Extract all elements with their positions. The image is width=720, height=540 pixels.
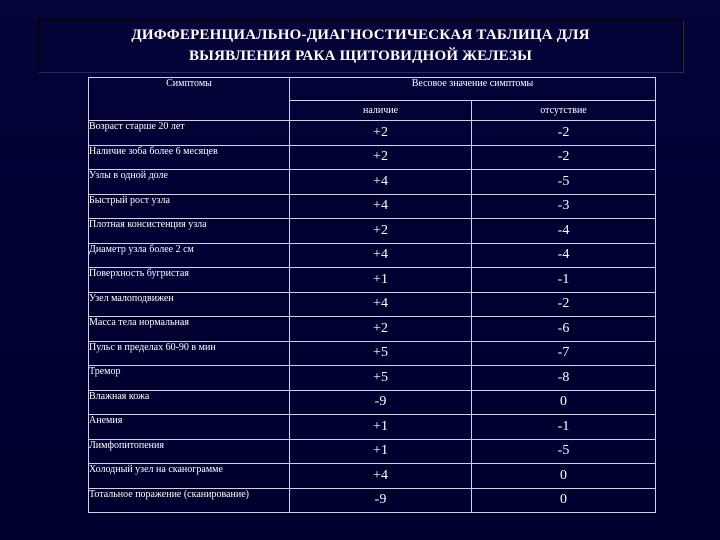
absent-value-cell: -2 [472, 145, 656, 170]
symptom-cell: Анемия [89, 415, 290, 440]
table-row [89, 170, 656, 195]
present-value-cell: -9 [290, 390, 472, 415]
symptom-cell: Пульс в пределах 60-90 в мин [89, 341, 290, 366]
present-value-cell: +4 [290, 243, 472, 268]
table-row [89, 341, 656, 366]
absent-value-cell: -5 [472, 439, 656, 464]
symptom-cell: Влажная кожа [89, 390, 290, 415]
absent-value-cell: -1 [472, 415, 656, 440]
header-present: наличие [290, 101, 472, 121]
present-value-cell: +4 [290, 170, 472, 195]
present-value-cell: +5 [290, 366, 472, 391]
absent-value-cell: -3 [472, 194, 656, 219]
table-row [89, 317, 656, 342]
table-row [89, 292, 656, 317]
table-row [89, 268, 656, 293]
present-value-cell: +4 [290, 464, 472, 489]
present-value-cell: +4 [290, 194, 472, 219]
header-absent: отсутствие [472, 101, 656, 121]
symptom-cell: Холодный узел на сканограмме [89, 464, 290, 489]
absent-value-cell: 0 [472, 464, 656, 489]
present-value-cell: +4 [290, 292, 472, 317]
present-value-cell: +2 [290, 317, 472, 342]
present-value-cell: -9 [290, 488, 472, 513]
symptom-cell: Диаметр узла более 2 см [89, 243, 290, 268]
table-row [89, 488, 656, 513]
symptom-cell: Возраст старше 20 лет [89, 121, 290, 146]
table-row [89, 243, 656, 268]
symptom-cell: Наличие зоба более 6 месяцев [89, 145, 290, 170]
present-value-cell: +2 [290, 219, 472, 244]
table-row [89, 219, 656, 244]
present-value-cell: +2 [290, 145, 472, 170]
absent-value-cell: 0 [472, 390, 656, 415]
present-value-cell: +5 [290, 341, 472, 366]
present-value-cell: +1 [290, 268, 472, 293]
title-line-1: ДИФФЕРЕНЦИАЛЬНО-ДИАГНОСТИЧЕСКАЯ ТАБЛИЦА ДЛЯ [131, 27, 590, 43]
table-row [89, 366, 656, 391]
table-body [89, 121, 656, 513]
title-line-2: ВЫЯВЛЕНИЯ РАКА ЩИТОВИДНОЙ ЖЕЛЕЗЫ [188, 48, 533, 64]
absent-value-cell: -5 [472, 170, 656, 195]
absent-value-cell: -2 [472, 121, 656, 146]
symptom-cell: Тремор [89, 366, 290, 391]
symptom-cell: Узлы в одной доле [89, 170, 290, 195]
diagnostic-table [88, 77, 656, 513]
absent-value-cell: -2 [472, 292, 656, 317]
absent-value-cell: 0 [472, 488, 656, 513]
symptom-cell: Поверхность бугристая [89, 268, 290, 293]
symptom-cell: Лимфопитопения [89, 439, 290, 464]
absent-value-cell: -4 [472, 219, 656, 244]
header-symptoms: Симптомы [89, 78, 290, 121]
present-value-cell: +1 [290, 415, 472, 440]
absent-value-cell: -4 [472, 243, 656, 268]
absent-value-cell: -8 [472, 366, 656, 391]
symptom-cell: Тотальное поражение (сканирование) [89, 488, 290, 513]
symptom-cell: Масса тела нормальная [89, 317, 290, 342]
slide-title [38, 20, 683, 72]
table-row [89, 194, 656, 219]
absent-value-cell: -7 [472, 341, 656, 366]
absent-value-cell: -1 [472, 268, 656, 293]
table-row [89, 415, 656, 440]
table-row [89, 145, 656, 170]
symptom-cell: Узел малоподвижен [89, 292, 290, 317]
table-row [89, 390, 656, 415]
symptom-cell: Плотная консистенция узла [89, 219, 290, 244]
present-value-cell: +2 [290, 121, 472, 146]
header-weight: Весовое значение симптомы [290, 78, 656, 101]
table-row [89, 121, 656, 146]
absent-value-cell: -6 [472, 317, 656, 342]
table-row [89, 439, 656, 464]
symptom-cell: Быстрый рост узла [89, 194, 290, 219]
table-row [89, 464, 656, 489]
present-value-cell: +1 [290, 439, 472, 464]
